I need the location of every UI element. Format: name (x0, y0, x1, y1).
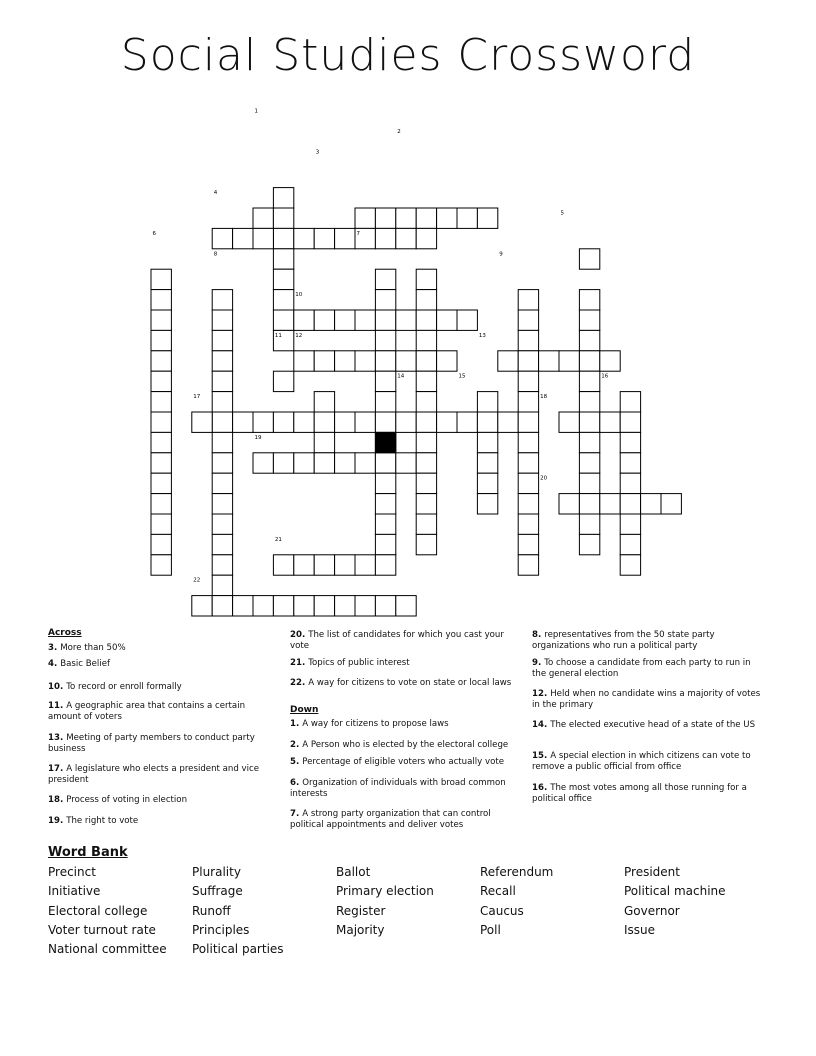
crossword-cell[interactable] (294, 310, 314, 330)
clue-item: 3. More than 50% (48, 643, 126, 653)
crossword-cell[interactable] (620, 453, 640, 473)
crossword-cell[interactable] (314, 228, 334, 248)
crossword-cell[interactable] (396, 310, 416, 330)
crossword-cell[interactable] (416, 514, 436, 534)
crossword-cell[interactable] (151, 534, 171, 554)
crossword-cell[interactable] (314, 432, 334, 452)
crossword-cell[interactable] (335, 555, 355, 575)
crossword-cell[interactable] (151, 432, 171, 452)
crossword-cell[interactable] (212, 432, 232, 452)
crossword-cell[interactable] (518, 514, 538, 534)
clue-number: 17 (193, 394, 201, 401)
crossword-cell[interactable] (273, 188, 293, 208)
crossword-cell[interactable] (375, 228, 395, 248)
crossword-cell[interactable] (620, 534, 640, 554)
crossword-cell[interactable] (253, 208, 273, 228)
clue-number: 20 (540, 475, 548, 482)
crossword-cell[interactable] (620, 494, 640, 514)
crossword-cell[interactable] (151, 494, 171, 514)
crossword-cell[interactable] (151, 514, 171, 534)
crossword-cell[interactable] (253, 412, 273, 432)
crossword-cell[interactable] (375, 596, 395, 616)
crossword-cell[interactable] (416, 310, 436, 330)
clue-number: 7 (356, 230, 360, 237)
crossword-cell[interactable] (457, 310, 477, 330)
crossword-cell[interactable] (416, 269, 436, 289)
crossword-cell[interactable] (151, 351, 171, 371)
crossword-cell[interactable] (375, 514, 395, 534)
crossword-cell[interactable] (477, 494, 497, 514)
crossword-cell[interactable] (375, 371, 395, 391)
clue-item: 2. A Person who is elected by the electoral college (290, 740, 509, 750)
crossword-cell[interactable] (233, 596, 253, 616)
crossword-cell[interactable] (477, 432, 497, 452)
crossword-cell[interactable] (212, 228, 232, 248)
crossword-cell[interactable] (579, 473, 599, 493)
crossword-cell[interactable] (579, 392, 599, 412)
clue-number: 9 (499, 251, 503, 258)
crossword-cell[interactable] (498, 412, 518, 432)
crossword-cell[interactable] (253, 228, 273, 248)
crossword-cell[interactable] (579, 290, 599, 310)
crossword-cell[interactable] (273, 208, 293, 228)
crossword-cell[interactable] (375, 392, 395, 412)
crossword-cell[interactable] (518, 330, 538, 350)
clue-number: 21 (274, 536, 282, 543)
clue-item: 13. Meeting of party members to conduct party business (48, 733, 255, 754)
crossword-cell[interactable] (620, 473, 640, 493)
word-bank-item: Caucus (480, 903, 524, 918)
crossword-cell[interactable] (294, 596, 314, 616)
crossword-cell[interactable] (416, 371, 436, 391)
crossword-cell[interactable] (151, 310, 171, 330)
crossword-cell[interactable] (518, 310, 538, 330)
crossword-cell[interactable] (212, 351, 232, 371)
word-bank-item: Governor (624, 903, 680, 918)
word-bank-item: Political machine (624, 884, 726, 899)
crossword-cell[interactable] (151, 473, 171, 493)
crossword-cell[interactable] (151, 269, 171, 289)
crossword-cell[interactable] (375, 534, 395, 554)
crossword-cell[interactable] (600, 494, 620, 514)
crossword-cell[interactable] (375, 310, 395, 330)
crossword-cell[interactable] (661, 494, 681, 514)
crossword-cell[interactable] (294, 351, 314, 371)
clue-number: 2 (397, 128, 401, 135)
crossword-cell[interactable] (294, 555, 314, 575)
word-bank-item: Suffrage (192, 884, 243, 899)
crossword-cell[interactable] (314, 310, 334, 330)
crossword-cell[interactable] (396, 412, 416, 432)
crossword-cell[interactable] (579, 310, 599, 330)
crossword-cell[interactable] (437, 310, 457, 330)
crossword-cell[interactable] (151, 330, 171, 350)
crossword-cell[interactable] (518, 351, 538, 371)
word-bank-item: Initiative (48, 884, 101, 899)
crossword-cell[interactable] (457, 412, 477, 432)
crossword-cell[interactable] (273, 596, 293, 616)
crossword-cell[interactable] (233, 228, 253, 248)
crossword-cell[interactable] (579, 494, 599, 514)
crossword-cell[interactable] (518, 392, 538, 412)
clue-item: 7. A strong party organization that can control political appointments and deliver votes (290, 809, 491, 830)
crossword-cell[interactable] (151, 555, 171, 575)
clue-item: 1. A way for citizens to propose laws (290, 719, 449, 729)
clue-number: 13 (478, 332, 486, 339)
crossword-cell[interactable] (273, 290, 293, 310)
word-bank-item: Electoral college (48, 903, 148, 918)
crossword-cell[interactable] (212, 330, 232, 350)
crossword-cell[interactable] (579, 432, 599, 452)
crossword-cell[interactable] (294, 412, 314, 432)
crossword-cell[interactable] (518, 432, 538, 452)
crossword-cell[interactable] (396, 453, 416, 473)
crossword-cell[interactable] (559, 351, 579, 371)
clue-item: 22. A way for citizens to vote on state or local laws (290, 678, 512, 688)
crossword-cell[interactable] (416, 351, 436, 371)
crossword-cell[interactable] (375, 290, 395, 310)
crossword-cell[interactable] (355, 351, 375, 371)
crossword-cell[interactable] (416, 392, 436, 412)
crossword-cell[interactable] (212, 534, 232, 554)
crossword-cell[interactable] (273, 249, 293, 269)
word-bank-item: Political parties (192, 942, 284, 957)
crossword-cell[interactable] (416, 412, 436, 432)
clue-number: 10 (295, 292, 303, 299)
clue-item: 11. A geographic area that contains a certain amount of voters (48, 701, 246, 722)
crossword-cell[interactable] (314, 412, 334, 432)
crossword-cell[interactable] (477, 392, 497, 412)
crossword-cell[interactable] (539, 351, 559, 371)
crossword-cell[interactable] (253, 596, 273, 616)
clue-number: 19 (254, 434, 262, 441)
clue-number: 16 (601, 373, 609, 380)
crossword-cell[interactable] (273, 412, 293, 432)
crossword-cell[interactable] (335, 453, 355, 473)
crossword-cell[interactable] (314, 596, 334, 616)
crossword-cell[interactable] (477, 412, 497, 432)
clue-item: 20. The list of candidates for which you cast your vote (290, 630, 504, 651)
word-bank-item: Issue (624, 922, 656, 937)
crossword-cell[interactable] (212, 555, 232, 575)
word-bank-item: Runoff (192, 903, 231, 918)
down-header: Down (290, 705, 319, 715)
word-bank-item: Ballot (336, 865, 371, 879)
clue-item: 19. The right to vote (48, 816, 139, 826)
crossword-cell[interactable] (335, 412, 355, 432)
crossword-cell[interactable] (416, 453, 436, 473)
clue-item: 12. Held when no candidate wins a majority of votes in the primary (532, 689, 761, 710)
crossword-cell[interactable] (620, 412, 640, 432)
crossword-cell[interactable] (600, 351, 620, 371)
crossword-cell[interactable] (579, 351, 599, 371)
word-bank-item: Referendum (480, 865, 554, 879)
crossword-cell[interactable] (212, 290, 232, 310)
clue-item: 15. A special election in which citizens can vote to remove a public official from office (532, 751, 751, 772)
crossword-cell[interactable] (375, 555, 395, 575)
crossword-cell[interactable] (212, 412, 232, 432)
clue-item: 5. Percentage of eligible voters who actually vote (290, 757, 504, 767)
crossword-cell[interactable] (375, 330, 395, 350)
crossword-cell[interactable] (518, 473, 538, 493)
crossword-cell[interactable] (416, 494, 436, 514)
crossword-cell[interactable] (212, 453, 232, 473)
crossword-cell[interactable] (212, 392, 232, 412)
crossword-cell[interactable] (294, 228, 314, 248)
crossword-cell[interactable] (335, 596, 355, 616)
crossword-cell[interactable] (294, 453, 314, 473)
crossword-cell[interactable] (192, 596, 212, 616)
crossword-cell[interactable] (355, 555, 375, 575)
crossword-cell[interactable] (477, 208, 497, 228)
crossword-cell[interactable] (375, 453, 395, 473)
crossword-cell[interactable] (518, 494, 538, 514)
word-bank-item: Register (336, 903, 386, 918)
crossword-cell[interactable] (355, 310, 375, 330)
crossword-cell[interactable] (437, 412, 457, 432)
crossword-cell[interactable] (518, 371, 538, 391)
crossword-cell[interactable] (273, 310, 293, 330)
crossword-cell[interactable] (620, 514, 640, 534)
crossword-cell[interactable] (314, 555, 334, 575)
crossword-cell[interactable] (314, 392, 334, 412)
crossword-cell[interactable] (375, 208, 395, 228)
crossword-cell[interactable] (253, 453, 273, 473)
clue-number: 3 (315, 149, 320, 156)
crossword-cell[interactable] (396, 596, 416, 616)
clue-number: 15 (458, 373, 466, 380)
crossword-cell[interactable] (151, 453, 171, 473)
crossword-cell[interactable] (518, 555, 538, 575)
clue-item: 14. The elected executive head of a state of the US (532, 720, 756, 730)
word-bank-item: President (624, 865, 680, 879)
crossword-cell[interactable] (375, 473, 395, 493)
word-bank-item: Voter turnout rate (48, 922, 156, 937)
crossword-cell[interactable] (212, 473, 232, 493)
word-bank-item: Precinct (48, 865, 96, 879)
crossword-cell[interactable] (579, 412, 599, 432)
crossword-cell[interactable] (375, 269, 395, 289)
crossword-cell[interactable] (396, 208, 416, 228)
crossword-cell[interactable] (212, 310, 232, 330)
word-bank-item: National committee (48, 942, 167, 957)
crossword-cell[interactable] (416, 330, 436, 350)
clue-item: 6. Organization of individuals with broad common interests (290, 778, 506, 799)
word-bank-item: Majority (336, 922, 385, 937)
crossword-cell[interactable] (314, 453, 334, 473)
crossword-cell[interactable] (600, 412, 620, 432)
crossword-cell[interactable] (192, 412, 212, 432)
clue-item: 8. representatives from the 50 state party organizations who run a political party (532, 630, 715, 651)
crossword-cell[interactable] (518, 453, 538, 473)
clue-number: 18 (540, 394, 548, 401)
crossword-cell[interactable] (273, 453, 293, 473)
crossword-cell[interactable] (355, 412, 375, 432)
clue-number: 6 (152, 230, 156, 237)
crossword-cell[interactable] (273, 228, 293, 248)
crossword-cell[interactable] (375, 351, 395, 371)
clue-item: 21. Topics of public interest (290, 658, 410, 668)
crossword-cell[interactable] (212, 494, 232, 514)
clue-number: 22 (193, 577, 201, 584)
crossword-cell[interactable] (273, 269, 293, 289)
crossword-cell[interactable] (620, 392, 640, 412)
crossword-cell[interactable] (437, 208, 457, 228)
crossword-cell[interactable] (416, 473, 436, 493)
crossword-cell[interactable] (579, 330, 599, 350)
crossword-cell[interactable] (335, 310, 355, 330)
crossword-cell[interactable] (518, 412, 538, 432)
crossword-cell[interactable] (416, 534, 436, 554)
clue-item: 9. To choose a candidate from each party to run in the general election (532, 658, 751, 679)
clue-number: 4 (213, 190, 218, 197)
clue-item: 4. Basic Belief (48, 659, 111, 669)
crossword-cell[interactable] (212, 514, 232, 534)
crossword-cell[interactable] (151, 412, 171, 432)
crossword-cell[interactable] (518, 290, 538, 310)
word-bank-title: Word Bank (48, 845, 128, 860)
crossword-cell[interactable] (355, 208, 375, 228)
crossword-cell[interactable] (518, 534, 538, 554)
crossword-cell[interactable] (355, 596, 375, 616)
crossword-cell[interactable] (477, 473, 497, 493)
crossword-cell[interactable] (579, 453, 599, 473)
crossword-cell[interactable] (457, 208, 477, 228)
word-bank-item: Plurality (192, 865, 241, 879)
crossword-cell[interactable] (437, 351, 457, 371)
clue-number: 1 (254, 108, 258, 115)
clue-number: 8 (213, 251, 218, 258)
crossword-cell[interactable] (375, 412, 395, 432)
crossword-black-cell (375, 432, 395, 452)
crossword-cell[interactable] (579, 534, 599, 554)
crossword-cell[interactable] (579, 249, 599, 269)
crossword-cell[interactable] (416, 228, 436, 248)
word-bank-item: Recall (480, 884, 516, 899)
crossword-cell[interactable] (477, 453, 497, 473)
clue-item: 18. Process of voting in election (48, 795, 188, 805)
crossword-cell[interactable] (233, 412, 253, 432)
crossword-cell[interactable] (151, 392, 171, 412)
word-bank-item: Poll (480, 922, 501, 937)
clue-number: 5 (560, 210, 564, 217)
crossword-cell[interactable] (396, 228, 416, 248)
crossword-cell[interactable] (620, 555, 640, 575)
crossword-cell[interactable] (375, 494, 395, 514)
word-bank-item: Principles (192, 922, 250, 937)
page-title: Social Studies Crossword (120, 30, 696, 81)
crossword-cell[interactable] (335, 228, 355, 248)
crossword-cell[interactable] (355, 453, 375, 473)
crossword-cell[interactable] (641, 494, 661, 514)
crossword-cell[interactable] (416, 432, 436, 452)
crossword-cell[interactable] (498, 351, 518, 371)
crossword-cell[interactable] (151, 371, 171, 391)
crossword-cell[interactable] (620, 432, 640, 452)
crossword-cell[interactable] (212, 596, 232, 616)
crossword-cell[interactable] (579, 514, 599, 534)
crossword-cell[interactable] (579, 371, 599, 391)
crossword-cell[interactable] (559, 412, 579, 432)
word-bank-item: Primary election (336, 884, 434, 899)
crossword-cell[interactable] (212, 575, 232, 595)
crossword-cell[interactable] (396, 351, 416, 371)
across-header: Across (48, 628, 82, 638)
crossword-cell[interactable] (273, 371, 293, 391)
crossword-cell[interactable] (273, 555, 293, 575)
crossword-cell[interactable] (335, 351, 355, 371)
crossword-cell[interactable] (559, 494, 579, 514)
clue-number: 11 (274, 332, 282, 339)
crossword-cell[interactable] (416, 290, 436, 310)
clue-item: 17. A legislature who elects a president and vice president (48, 764, 260, 785)
crossword-cell[interactable] (151, 290, 171, 310)
clue-item: 10. To record or enroll formally (48, 682, 182, 692)
crossword-cell[interactable] (314, 351, 334, 371)
clue-number: 12 (295, 332, 303, 339)
crossword-cell[interactable] (212, 371, 232, 391)
clue-item: 16. The most votes among all those running for a political office (532, 783, 747, 804)
clue-number: 14 (397, 373, 405, 380)
crossword-cell[interactable] (416, 208, 436, 228)
